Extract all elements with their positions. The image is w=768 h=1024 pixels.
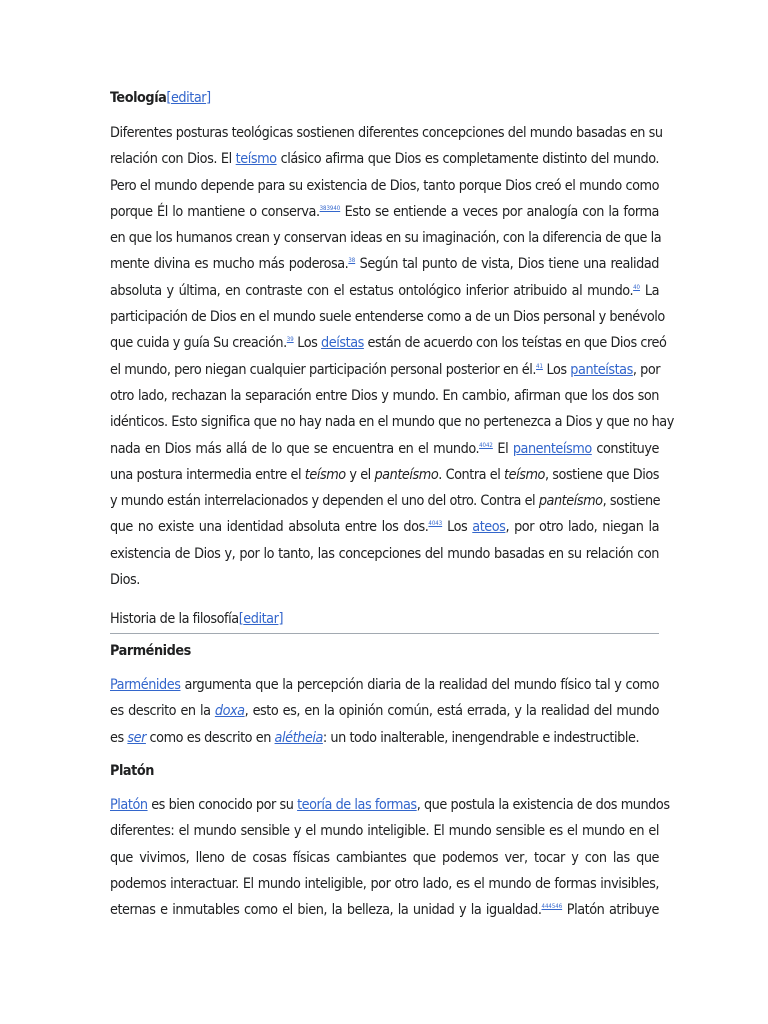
heading-text: Historia de la filosofía <box>110 611 239 627</box>
heading-text: Teología <box>110 90 167 106</box>
section-heading-parmenides: Parménides <box>110 643 191 659</box>
reference-link[interactable]: 444546 <box>541 903 563 911</box>
edit-section-link[interactable]: [editar] <box>166 90 211 106</box>
paragraph-teologia <box>110 120 674 593</box>
reference-link[interactable]: 38 <box>348 257 356 265</box>
text-line: otro lado, rechazan la separación entre Dios y mundo. En cambio, afirman que los dos son <box>110 387 659 404</box>
text-line: participación de Dios en el mundo suele entenderse como a de un Dios personal y benévolo <box>110 309 665 326</box>
text-line: Pero el mundo depende para su existencia de Dios, tanto porque Dios creó el mundo como <box>110 177 659 194</box>
text-line: diferentes: el mundo sensible y el mundo inteligible. El mundo sensible es el mundo en el <box>110 823 659 840</box>
text-line: idénticos. Esto significa que no hay nada en el mundo que no pertenezca a Dios y que no hay <box>110 414 674 431</box>
text-line: eternas e inmutables como el bien, la belleza, la unidad y la igualdad.$^{444546}$ Platón atribuye <box>110 902 659 919</box>
text-line: una postura intermedia entre el teísmo y el panteísmo. Contra el teísmo, sostiene que Dios <box>110 466 660 483</box>
text-line: que no existe una identidad absoluta entre los dos.$^{4043}$ Los ateos, por otro lado, niegan la <box>110 519 659 536</box>
link-panteistas[interactable]: panteístas <box>570 361 633 378</box>
text-line: absoluta y última, en contraste con el estatus ontológico inferior atribuido al mundo.$^{40}$ La <box>110 282 660 299</box>
text-line: nada en Dios más allá de lo que se encuentra en el mundo.$^{4042}$ El panenteísmo constituye <box>110 440 659 457</box>
edit-section-link[interactable]: [editar] <box>238 611 284 627</box>
text-line: el mundo, pero niegan cualquier participación personal posterior en él.$^{41}$ Los panteístas, por <box>110 361 661 378</box>
text-line: existencia de Dios y, por lo tanto, las concepciones del mundo basadas en su relación con <box>110 545 659 562</box>
text-line: es ser como es descrito en alétheia: un todo inalterable, inengendrable e indestructible. <box>110 729 640 746</box>
text-line: que vivimos, lleno de cosas físicas cambiantes que podemos ver, tocar y con las que <box>110 849 659 866</box>
text-line: en que los humanos crean y conservan ideas en su imaginación, con la diferencia de que la <box>110 230 662 247</box>
link-deistas[interactable]: deístas <box>321 335 364 352</box>
link-ateos[interactable]: ateos <box>472 519 506 536</box>
text-line: y mundo están interrelacionados y dependen el uno del otro. Contra el panteísmo, sostiene <box>110 493 661 510</box>
text-line: podemos interactuar. El mundo inteligible, por otro lado, es el mundo de formas invisibles, <box>110 875 659 892</box>
text-line: mente divina es mucho más poderosa.$^{38}$ Según tal punto de vista, Dios tiene una realidad <box>110 256 659 273</box>
link-aletheia[interactable]: alétheia <box>274 729 323 746</box>
reference-link[interactable]: 39 <box>286 336 294 344</box>
text-line: es descrito en la doxa, esto es, en la opinión común, está errada, y la realidad del mundo <box>110 703 659 720</box>
section-heading-teologia <box>110 90 211 106</box>
link-parmenides[interactable]: Parménides <box>110 677 181 693</box>
text-line: Dios. <box>110 572 140 589</box>
section-heading-historia <box>110 611 659 634</box>
link-doxa[interactable]: doxa <box>214 703 245 720</box>
link-platon[interactable]: Platón <box>110 797 148 813</box>
link-teoria-formas[interactable]: teoría de las formas <box>297 797 417 813</box>
paragraph-platon <box>110 792 670 923</box>
link-teismo[interactable]: teísmo <box>235 151 277 168</box>
reference-link[interactable]: 40 <box>633 283 640 291</box>
text-line: porque Él lo mantiene o conserva.$^{383940}$ Esto se entiende a veces por analogía con la forma <box>110 203 659 220</box>
paragraph-parmenides <box>110 672 659 751</box>
reference-link[interactable]: 4043 <box>428 520 443 528</box>
text-line: que cuida y guía Su creación.$^{39}$ Los deístas están de acuerdo con los teístas en que Dios creó <box>110 335 667 352</box>
text-line: Diferentes posturas teológicas sostienen diferentes concepciones del mundo basadas en su <box>110 125 663 141</box>
link-panenteismo[interactable]: panenteísmo <box>512 440 592 457</box>
text-line: Parménides argumenta que la percepción diaria de la realidad del mundo físico tal y como <box>110 677 659 693</box>
link-ser[interactable]: ser <box>127 729 146 746</box>
text-line: Platón es bien conocido por su teoría de las formas, que postula la existencia de dos mundos <box>110 797 670 813</box>
section-heading-platon: Platón <box>110 763 154 779</box>
text-line: relación con Dios. El teísmo clásico afirma que Dios es completamente distinto del mundo. <box>110 151 659 168</box>
reference-link[interactable]: 4042 <box>479 441 493 449</box>
reference-link[interactable]: 41 <box>536 362 543 370</box>
reference-link[interactable]: 383940 <box>319 204 341 212</box>
